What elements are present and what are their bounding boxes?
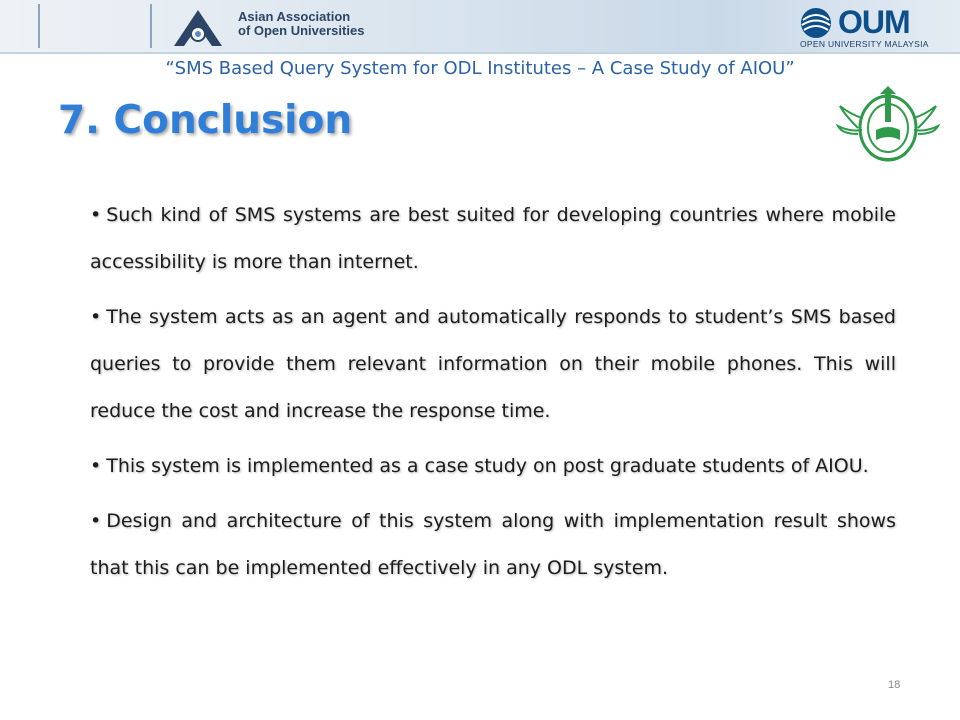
point-text: Design and architecture of this system along with implementation result shows that this can be implemented effectively in any ODL system. [90,510,896,579]
list-item [90,443,896,490]
oum-subtitle: OPEN UNIVERSITY MALAYSIA [800,39,929,49]
list-item [90,294,896,435]
antenna-decoration [38,4,40,48]
page-number: 18 [888,679,901,691]
list-item [90,192,896,286]
oum-wordmark: OUM [838,4,910,40]
aaou-name [238,10,364,38]
bullet-icon: • [90,510,102,532]
point-text: Such kind of SMS systems are best suited for developing countries where mobile accessibility is more than internet. [90,204,896,273]
oum-logo-icon [796,6,836,40]
aaou-name-line2: of Open Universities [238,23,365,38]
slide-heading: 7. Conclusion [58,98,353,143]
bullet-icon: • [90,306,102,328]
conclusion-points [90,192,896,600]
header-banner [0,0,960,54]
point-text: The system acts as an agent and automatically responds to student’s SMS based queries to provide them relevant information on their mobile phones. This will reduce the cost and increase the response time. [90,306,896,422]
presentation-subtitle: “SMS Based Query System for ODL Institutes – A Case Study of AIOU” [165,58,795,79]
bullet-icon: • [90,455,102,477]
point-text: This system is implemented as a case study on post graduate students of AIOU. [106,455,869,477]
aaou-name-line1: Asian Association [238,9,351,24]
antenna-decoration [150,4,152,48]
bullet-icon: • [90,204,102,226]
aaou-logo-icon [170,6,226,48]
aiou-emblem-icon [836,84,940,166]
list-item [90,498,896,592]
